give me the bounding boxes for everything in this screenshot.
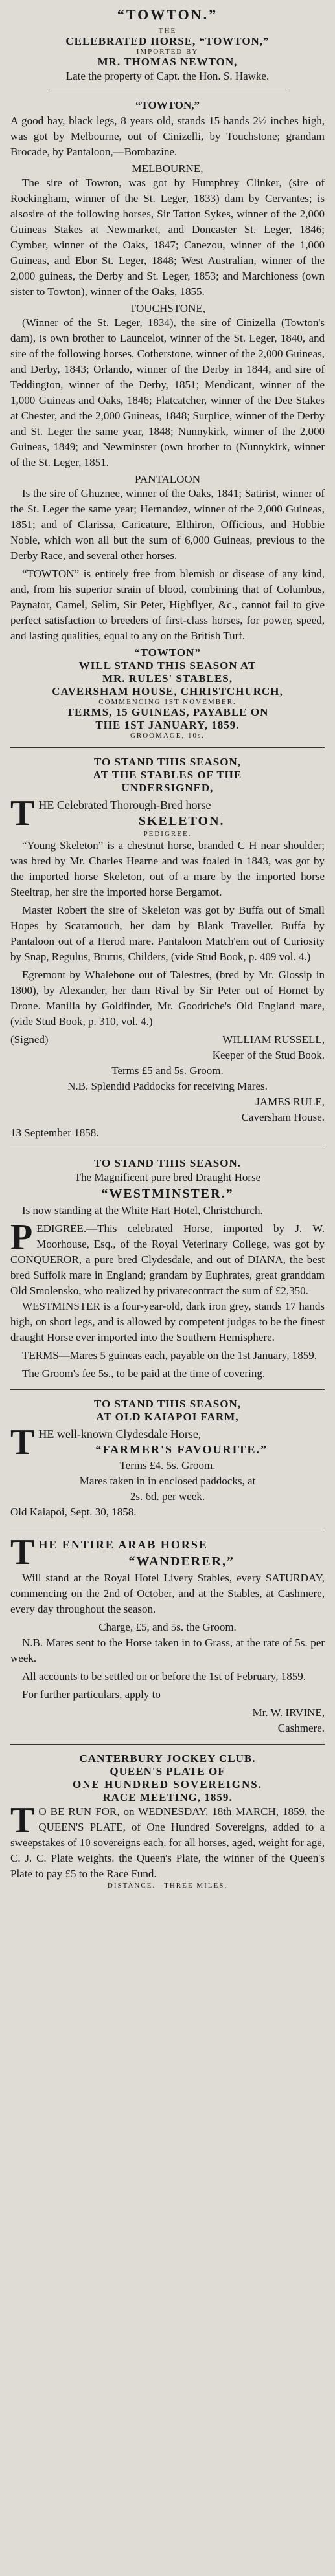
westminster-terms: TERMS—Mares 5 guineas each, payable on the 1st January, 1859. xyxy=(22,1349,317,1361)
farmers-intro: HE well-known Clydesdale Horse, xyxy=(38,1427,202,1440)
towton-terms: TERMS, 15 GUINEAS, PAYABLE ON xyxy=(66,706,269,718)
towton-the: THE xyxy=(158,27,177,35)
towton-late-property: Late the property of Capt. the Hon. S. Hawke. xyxy=(65,70,270,82)
touchstone-text: (Winner of the St. Leger, 1834), the sire of Cinizella (Towton's dam), is own brother to Launcelot, winner of the St. Leger, 1840, and sire of the following horses, Cotherstone, winner of the 2,000 Guineas, and Derby, 1843; Orlando, winner of the Derby in 1844, and sire of Teddington, winner of the Derby, 1851; Mendicant, winner of the 1,000 Guineas and Oaks, 1846; Flatcatcher, winner of the Dee Stakes at Chester, and the 2,000 Guineas, 1848; Surplice, winner of the Derby and St. Leger the same year, 1848; Nunnykirk, winner of the 2,000 Guineas, 1849; and Newminster (own brother to (Nunnykirk, winner of the St. Leger, 1851. xyxy=(10,316,325,468)
towton-stables: MR. RULES' STABLES, xyxy=(102,672,233,685)
westminster-stand: Is now standing at the White Hart Hotel, Christchurch. xyxy=(22,1204,263,1216)
towton-name-repeat: “TOWTON” xyxy=(134,646,201,659)
wanderer-name: “WANDERER,” xyxy=(128,1554,235,1569)
advertisement-column xyxy=(10,4,325,1889)
wanderer-location: Cashmere. xyxy=(277,1722,325,1734)
skeleton-owner: JAMES RULE, xyxy=(255,1095,325,1108)
towton-commencing: COMMENCING 1ST NOVEMBER. xyxy=(98,698,237,706)
melbourne-text: The sire of Towton, was got by Humphrey Clinker, (sire of Rockingham, winner of the St. Leger, 1833) dam by Cervantes; is alsosire of the following horses, Sir Tatton Sykes, winner of the 2,000 Guineas Stakes at Newmarket, and Doncaster St. Leger, 1846; Cymber, winner of the Oaks, 1847; Canezou, winner of the 1,000 Guineas, and Ebor St. Leger, 1848; West Australian, winner of the 2,000 guineas, the Derby and St. Leger, 1853; and Marchioness (own sister to Towton), winner of the Oaks, 1855. xyxy=(10,177,325,298)
westminster-groom: The Groom's fee 5s., to be paid at the time of covering. xyxy=(22,1367,266,1380)
divider xyxy=(10,1744,325,1745)
skeleton-heading-1: TO STAND THIS SEASON, xyxy=(94,756,241,768)
divider xyxy=(10,1389,325,1390)
skeleton-heading-3: UNDERSIGNED, xyxy=(121,782,214,794)
jockey-heading-3: ONE HUNDRED SOVEREIGNS. xyxy=(72,1778,262,1790)
westminster-heading: TO STAND THIS SEASON. xyxy=(94,1157,241,1169)
farmers-name: “FARMER'S FAVOURITE.” xyxy=(95,1443,268,1456)
farmers-dropcap: T xyxy=(10,1426,35,1458)
wanderer-p3: All accounts to be settled on or before the 1st of February, 1859. xyxy=(22,1670,306,1682)
skeleton-pedigree-label: PEDIGREE. xyxy=(143,830,192,838)
farmers-heading-2: AT OLD KAIAPOI FARM, xyxy=(96,1411,239,1423)
skeleton-p1: “Young Skeleton” is a chestnut horse, branded C H near shoulder; was bred by Mr. Charles Hearne and was foaled in 1843, was got by the imported horse Skeleton, out of a mare by the imported horse Steeltrap, her sire the imported horse Bergamot. xyxy=(10,839,325,898)
towton-advertisement xyxy=(10,6,325,740)
wanderer-p4: For further particulars, apply to xyxy=(22,1688,161,1701)
skeleton-date: 13 September 1858. xyxy=(10,1127,99,1139)
farmers-heading-1: TO STAND THIS SEASON, xyxy=(94,1398,241,1410)
jockey-dropcap: T xyxy=(10,1804,35,1840)
skeleton-p2: Master Robert the sire of Skeleton was got by Buffa out of Small Hopes by Scaramouch, her dam by Blank Traveller. Buffa by Pantaloon out of a Herod mare. Pantaloon Match'em out of Curiosity by Snap, Regulus, Brutus, Childers, (vide Stud Book, p. 409 vol. 4.) xyxy=(10,904,325,963)
westminster-name: “WESTMINSTER.” xyxy=(101,1187,234,1201)
wanderer-charges: Charge, £5, and 5s. the Groom. xyxy=(98,1621,237,1633)
farmers-terms: Terms £4. 5s. Groom. xyxy=(119,1459,216,1471)
towton-title: “TOWTON.” xyxy=(117,6,218,23)
skeleton-intro: HE Celebrated Thorough-Bred horse xyxy=(38,798,211,811)
melbourne-heading: MELBOURNE, xyxy=(132,162,203,175)
skeleton-dropcap: T xyxy=(10,797,35,830)
westminster-advertisement xyxy=(10,1157,325,1382)
pantaloon-text: Is the sire of Ghuznee, winner of the Oaks, 1841; Satirist, winner of the St. Leger the same year; Hernandez, winner of the 2,000 Guineas, 1851; and of Clarissa, Caricature, Elthiron, Officious, and Hobbie Noble, which won all but the sum of 6,000 Guineas, previous to the Derby Race, and several other horses. xyxy=(10,487,325,562)
wanderer-p1: Will stand at the Royal Hotel Livery Stables, every SATURDAY, commencing on the 2nd of October, and at the Stables, at Cashmere, every day throughout the season. xyxy=(10,1572,325,1615)
towton-groomage: GROOMAGE, 10s. xyxy=(130,732,205,740)
wanderer-advertisement xyxy=(10,1536,325,1736)
touchstone-heading: TOUCHSTONE, xyxy=(130,302,205,314)
skeleton-signed: (Signed) xyxy=(10,1033,49,1046)
towton-imported-by: IMPORTED BY xyxy=(136,48,199,56)
towton-will-stand: WILL STAND THIS SEASON AT xyxy=(78,659,257,672)
wanderer-signer: Mr. W. IRVINE, xyxy=(252,1706,325,1719)
skeleton-p3: Egremont by Whalebone out of Talestres, (bred by Mr. Glossip in 1800), by Alexander, her dam Rival by Sir Peter out of Hornet by Drone. Manilla by Goldfinder, Mr. Goodriche's Old England mare, (vide Stud Book, p. 310, vol. 4.) xyxy=(10,969,325,1028)
westminster-pedigree: EDIGREE.—This celebrated Horse, imported by J. W. Moorhouse, Esq., of the Royal Veterinary College, was got by CONQUEROR, a pure bred Clydesdale, and out of DIANA, the best bred Suffolk mare in England; grandam by Euphrates, great granddam Old Smolensko, who realized by privatecontract the sum of £2,350. xyxy=(10,1222,325,1297)
skeleton-signature xyxy=(10,1032,325,1048)
skeleton-signer: WILLIAM RUSSELL, xyxy=(222,1033,325,1046)
farmers-mares: Mares taken in in enclosed paddocks, at xyxy=(79,1475,256,1487)
westminster-dropcap: P xyxy=(10,1221,33,1257)
jockey-p1: O BE RUN FOR, on WEDNESDAY, 18th MARCH, 1859, the QUEEN'S PLATE, of One Hundred Sovereigns, added to a sweepstakes of 10 sovereigns each, for all horses, aged, weight for age, C. J. C. Plate weights. the Queen's Plate, the winner of the Queen's Plate to pay £5 to the Race Fund. xyxy=(10,1805,325,1880)
farmers-rate: 2s. 6d. per week. xyxy=(130,1490,205,1503)
westminster-description: WESTMINSTER is a four-year-old, dark iron grey, stands 17 hands high, on short legs, and is allowed by competent judges to be the finest draught Horse ever imported into the Southern Hemisphere. xyxy=(10,1300,325,1343)
towton-entire-text: “TOWTON” is entirely free from blemish or disease of any kind, and, from his superior strain of blood, combining that of Columbus, Paynator, Camel, Selim, Sir Peter, Highflyer, &c., cannot fail to give perfect satisfaction to breeders of first-class horses, for power, speed, and lasting qualities, equal to any on the British Turf. xyxy=(10,567,325,642)
divider xyxy=(10,747,325,748)
jockey-heading-2: QUEEN'S PLATE OF xyxy=(110,1765,225,1778)
towton-celebrated: CELEBRATED HORSE, “TOWTON,” xyxy=(65,35,270,47)
wanderer-p2: N.B. Mares sent to the Horse taken in to Grass, at the rate of 5s. per week. xyxy=(10,1636,325,1664)
jockey-meeting: RACE MEETING, 1859. xyxy=(102,1791,233,1803)
towton-terms-date: THE 1ST JANUARY, 1859. xyxy=(95,719,240,731)
skeleton-advertisement xyxy=(10,756,325,1141)
towton-location: CAVERSHAM HOUSE, CHRISTCHURCH, xyxy=(52,685,283,698)
wanderer-heading: HE ENTIRE ARAB HORSE xyxy=(38,1538,208,1551)
skeleton-terms: Terms £5 and 5s. Groom. xyxy=(111,1064,224,1077)
towton-name-line: “TOWTON,” xyxy=(135,99,200,111)
towton-importer: MR. THOMAS NEWTON, xyxy=(97,56,238,68)
jockey-distance: DISTANCE.—THREE MILES. xyxy=(107,1882,228,1889)
pantaloon-heading: PANTALOON xyxy=(135,473,200,485)
farmers-date: Old Kaiapoi, Sept. 30, 1858. xyxy=(10,1506,137,1518)
skeleton-name: SKELETON. xyxy=(138,814,225,828)
skeleton-owner-location: Caversham House. xyxy=(241,1111,325,1123)
jockey-club-advertisement xyxy=(10,1752,325,1889)
jockey-heading-1: CANTERBURY JOCKEY CLUB. xyxy=(79,1752,256,1765)
farmers-favourite-advertisement xyxy=(10,1398,325,1520)
skeleton-keeper: Keeper of the Stud Book. xyxy=(212,1049,325,1061)
skeleton-heading-2: AT THE STABLES OF THE xyxy=(93,769,242,781)
westminster-intro: The Magnificent pure bred Draught Horse xyxy=(74,1171,261,1183)
wanderer-dropcap: T xyxy=(10,1536,35,1570)
skeleton-note: N.B. Splendid Paddocks for receiving Mares. xyxy=(67,1080,268,1092)
towton-description: A good bay, black legs, 8 years old, stands 15 hands 2½ inches high, was got by Melbourne, out of Cinizelli, by Touchstone; grandam Brocade, by Pantaloon,—Bombazine. xyxy=(10,115,325,158)
